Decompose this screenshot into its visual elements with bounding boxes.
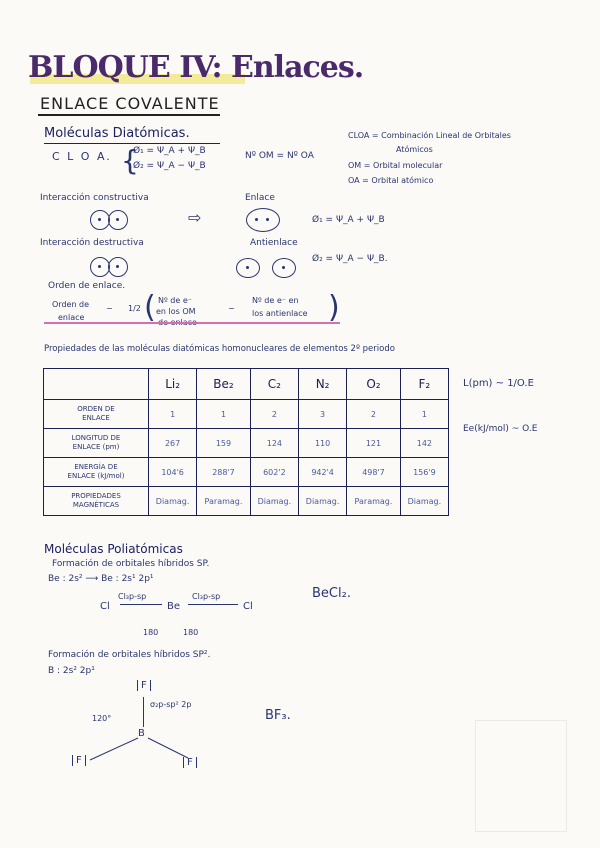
bond-angle: 180 — [183, 628, 199, 637]
bonding-label: Enlace — [245, 193, 275, 203]
bond-order-heading: Orden de enlace. — [48, 281, 126, 291]
row-header: PROPIEDADES MAGNÉTICAS — [44, 487, 149, 516]
bond-label: σ₂p-sp² 2p — [150, 700, 192, 709]
table-header: F₂ — [400, 369, 448, 400]
table-cell: 142 — [400, 429, 448, 458]
bond-order-fraction: 1/2 — [128, 304, 141, 313]
constructive-label: Interacción constructiva — [40, 193, 149, 203]
antibonding-label: Antienlace — [250, 238, 298, 248]
row-header: ORDEN DE ENLACE — [44, 400, 149, 429]
energy-relation: Ee(kJ/mol) ~ O.E — [463, 424, 538, 434]
fluorine-atom: F — [183, 757, 197, 768]
bond-label: Cl₃p-sp — [192, 592, 221, 601]
legend-line: OM = Orbital molecular — [348, 161, 443, 170]
table-cell: Diamag. — [298, 487, 346, 516]
antibonding-electrons-term: los antienlace — [252, 309, 308, 318]
cloa-brace: { — [121, 144, 139, 177]
b-configuration: B : 2s² 2p¹ — [48, 666, 95, 676]
minus-sign: − — [106, 304, 113, 313]
bonding-orbital — [246, 208, 280, 232]
table-cell: Paramag. — [347, 487, 401, 516]
bond-line — [143, 697, 144, 727]
table-cell: 1 — [149, 400, 197, 429]
arrow-icon: ⇨ — [188, 208, 202, 227]
legend-line: OA = Orbital atómico — [348, 176, 434, 185]
om-oa-equality: Nº OM = Nº OA — [245, 151, 314, 161]
chlorine-atom: Cl — [100, 601, 110, 612]
table-header: C₂ — [250, 369, 298, 400]
bleed-through-mark — [475, 720, 567, 832]
nucleus-dot — [266, 218, 269, 221]
table-cell: 110 — [298, 429, 346, 458]
antibonding-electrons-term: Nº de e⁻ en — [252, 296, 299, 305]
chlorine-atom: Cl — [243, 601, 253, 612]
table-cell: 159 — [197, 429, 251, 458]
nucleus-dot — [98, 218, 101, 221]
minus-sign: − — [228, 304, 235, 313]
table-header: Be₂ — [197, 369, 251, 400]
close-paren: ) — [328, 290, 340, 325]
pink-highlight-rule — [44, 322, 340, 324]
nucleus-dot — [98, 265, 101, 268]
legend-line: CLOA = Combinación Lineal de Orbitales — [348, 131, 511, 140]
table-cell: Diamag. — [400, 487, 448, 516]
table-cell: 3 — [298, 400, 346, 429]
bonding-electrons-term: en los OM — [156, 307, 196, 316]
bonding-equation: Ø₁ = Ψ_A + Ψ_B — [312, 215, 385, 225]
bond-angle: 120° — [92, 714, 112, 723]
table-header: O₂ — [347, 369, 401, 400]
table-cell: 121 — [347, 429, 401, 458]
properties-heading: Propiedades de las moléculas diatómicas homonucleares de elementos 2º periodo — [44, 344, 395, 354]
table-cell: 498'7 — [347, 458, 401, 487]
table-header-row — [44, 369, 449, 400]
bond-order-left: enlace — [58, 313, 85, 322]
table-header: N₂ — [298, 369, 346, 400]
table-cell: 2 — [250, 400, 298, 429]
bond-label: Cl₃p-sp — [118, 592, 147, 601]
nucleus-dot — [282, 266, 285, 269]
beryllium-atom: Be — [167, 601, 181, 612]
fluorine-atom: F — [72, 755, 86, 766]
destructive-label: Interacción destructiva — [40, 238, 144, 248]
row-header: ENERGÍA DE ENLACE (kJ/mol) — [44, 458, 149, 487]
bond-line — [120, 604, 162, 605]
nucleus-dot — [246, 266, 249, 269]
subtitle-underline — [38, 114, 220, 116]
nucleus-dot — [116, 265, 119, 268]
table-cell: 2 — [347, 400, 401, 429]
bond-angle: 180 — [143, 628, 159, 637]
table-cell: 124 — [250, 429, 298, 458]
becl2-formula: BeCl₂. — [312, 586, 351, 601]
diatomic-heading: Moléculas Diatómicas. — [44, 126, 190, 141]
row-header: LONGITUD DE ENLACE (pm) — [44, 429, 149, 458]
table-cell: Diamag. — [250, 487, 298, 516]
table-row — [44, 400, 449, 429]
table-corner-cell — [44, 369, 149, 400]
page-title: BLOQUE IV: Enlaces. — [28, 50, 364, 85]
fluorine-atom: F — [137, 680, 151, 691]
bonding-electrons-term: Nº de e⁻ — [158, 296, 192, 305]
table-row — [44, 487, 449, 516]
bonding-electrons-term: de enlace — [158, 318, 197, 327]
table-cell: 942'4 — [298, 458, 346, 487]
table-cell: 267 — [149, 429, 197, 458]
bf3-formula: BF₃. — [265, 708, 291, 723]
table-cell: 602'2 — [250, 458, 298, 487]
table-cell: 1 — [197, 400, 251, 429]
sp-heading: Formación de orbitales híbridos SP. — [52, 559, 210, 569]
table-cell: Diamag. — [149, 487, 197, 516]
table-cell: 104'6 — [149, 458, 197, 487]
length-relation: L(pm) ~ 1/O.E — [463, 378, 534, 389]
sp2-heading: Formación de orbitales híbridos SP². — [48, 650, 211, 660]
polyatomic-heading: Moléculas Poliatómicas — [44, 542, 183, 556]
antibonding-equation: Ø₂ = Ψ_A − Ψ_B. — [312, 254, 388, 264]
nucleus-dot — [255, 218, 258, 221]
open-paren: ( — [144, 290, 156, 325]
nucleus-dot — [116, 218, 119, 221]
legend-line: Atómicos — [396, 145, 433, 154]
bond-line — [188, 604, 238, 605]
table-cell: 288'7 — [197, 458, 251, 487]
table-row — [44, 458, 449, 487]
table-cell: Paramag. — [197, 487, 251, 516]
table-cell: 1 — [400, 400, 448, 429]
cloa-eq2: Ø₂ = Ψ_A − Ψ_B — [133, 161, 206, 171]
cloa-eq1: Ø₁ = Ψ_A + Ψ_B — [133, 146, 206, 156]
table-header: Li₂ — [149, 369, 197, 400]
boron-atom: B — [138, 728, 145, 739]
table-cell: 156'9 — [400, 458, 448, 487]
table-row — [44, 429, 449, 458]
cloa-label: C L O A. — [52, 150, 112, 163]
be-configuration: Be : 2s² ⟶ Be : 2s¹ 2p¹ — [48, 574, 154, 584]
bond-order-left: Orden de — [52, 300, 90, 309]
section-subtitle: ENLACE COVALENTE — [40, 94, 220, 113]
properties-table — [43, 368, 449, 516]
